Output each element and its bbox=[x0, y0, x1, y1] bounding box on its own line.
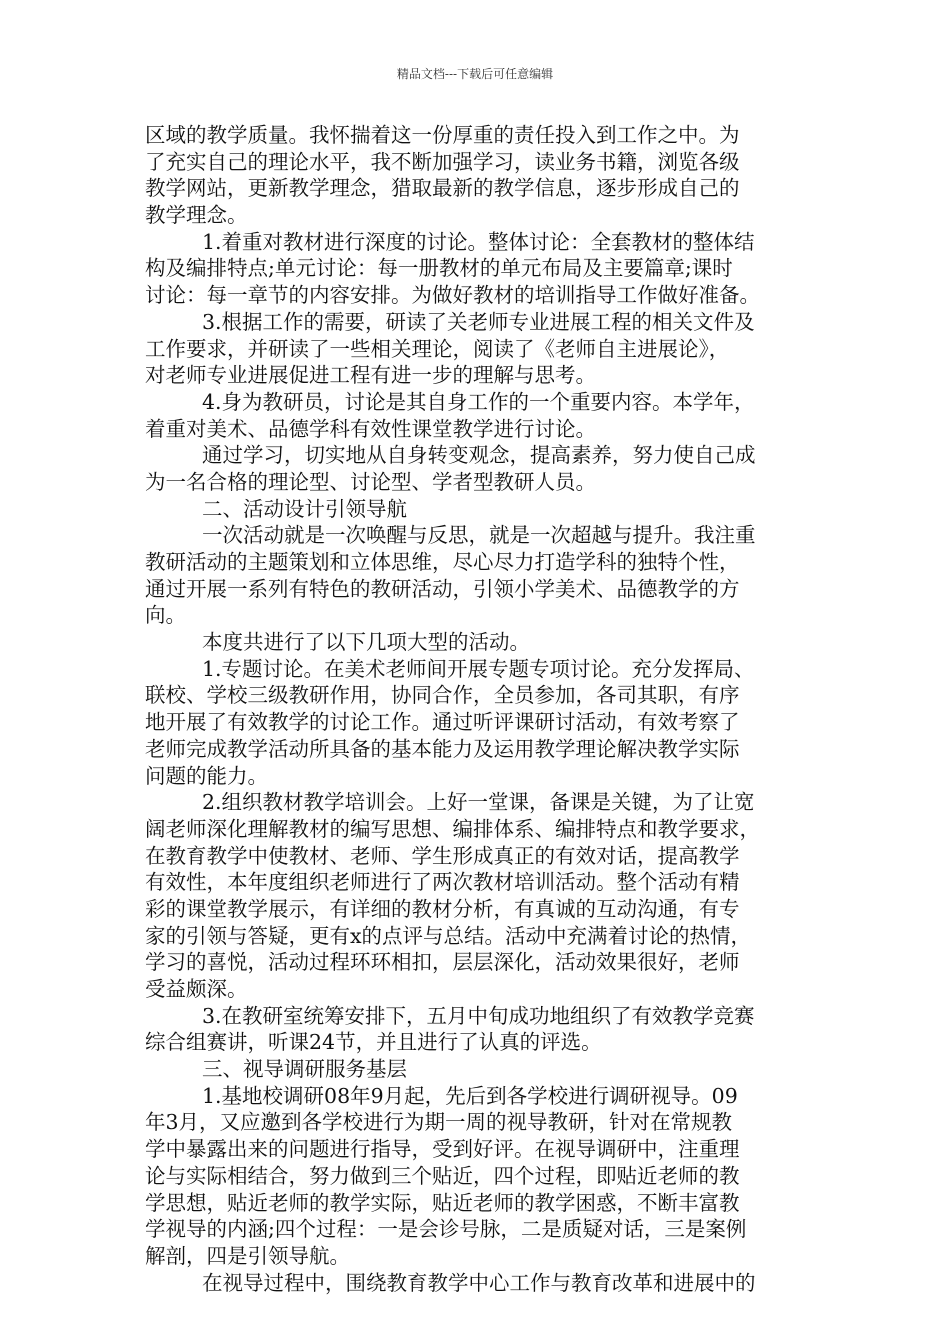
text-line: 着重对美术、品德学科有效性课堂教学进行讨论。 bbox=[145, 416, 596, 441]
text-line: 年3月，又应邀到各学校进行为期一周的视导教研，针对在常规教 bbox=[145, 1110, 733, 1135]
text-line: 在教育教学中使教材、老师、学生形成真正的有效对话，提高教学 bbox=[145, 843, 740, 868]
text-line: 在视导过程中，围绕教育教学中心工作与教育改革和进展中的 bbox=[202, 1270, 756, 1295]
text-line: 对老师专业进展促进工程有进一步的理解与思考。 bbox=[145, 363, 596, 388]
text-line: 老师完成教学活动所具备的基本能力及运用教学理论解决教学实际 bbox=[145, 736, 740, 761]
text-line: 构及编排特点;单元讨论：每一册教材的单元布局及主要篇章;课时 bbox=[145, 256, 733, 281]
text-line: 受益颇深。 bbox=[145, 977, 248, 1001]
text-line: 了充实自己的理论水平，我不断加强学习，读业务书籍，浏览各级 bbox=[145, 149, 740, 174]
text-line: 教研活动的主题策划和立体思维，尽心尽力打造学科的独特个性， bbox=[145, 550, 740, 574]
text-line: 阔老师深化理解教材的编写思想、编排体系、编排特点和教学要求， bbox=[145, 816, 760, 841]
text-line: 二、活动设计引领导航 bbox=[202, 496, 407, 521]
text-line: 学习的喜悦，活动过程环环相扣，层层深化，活动效果很好，老师 bbox=[145, 950, 740, 975]
text-line: 1.基地校调研08年9月起，先后到各学校进行调研视导。09 bbox=[202, 1083, 738, 1108]
text-line: 教学网站，更新教学理念，猎取最新的教学信息，逐步形成自己的 bbox=[145, 176, 740, 201]
text-line: 通过学习，切实地从自身转变观念，提高素养，努力使自己成 bbox=[202, 443, 756, 468]
text-line: 家的引领与答疑，更有x的点评与总结。活动中充满着讨论的热情， bbox=[145, 923, 752, 948]
text-line: 1.专题讨论。在美术老师间开展专题专项讨论。充分发挥局、 bbox=[202, 656, 755, 681]
text-line: 向。 bbox=[145, 603, 186, 628]
text-line: 地开展了有效教学的讨论工作。通过听评课研讨活动，有效考察了 bbox=[145, 710, 740, 735]
text-line: 有效性，本年度组织老师进行了两次教材培训活动。整个活动有精 bbox=[145, 870, 740, 895]
text-line: 区域的教学质量。我怀揣着这一份厚重的责任投入到工作之中。为 bbox=[145, 123, 740, 147]
text-line: 学思想，贴近老师的教学实际，贴近老师的教学困惑，不断丰富教 bbox=[145, 1190, 740, 1215]
text-line: 工作要求，并研读了一些相关理论，阅读了《老师自主进展论》， bbox=[145, 336, 730, 361]
text-line: 通过开展一系列有特色的教研活动，引领小学美术、品德教学的方 bbox=[145, 576, 740, 601]
text-line: 学中暴露出来的问题进行指导，受到好评。在视导调研中，注重理 bbox=[145, 1137, 740, 1162]
text-line: 为一名合格的理论型、讨论型、学者型教研人员。 bbox=[145, 469, 596, 494]
text-line: 教学理念。 bbox=[145, 203, 248, 228]
text-line: 论与实际相结合，努力做到三个贴近，四个过程，即贴近老师的教 bbox=[145, 1163, 740, 1188]
text-line: 学视导的内涵;四个过程：一是会诊号脉，二是质疑对话，三是案例 bbox=[145, 1217, 747, 1242]
text-line: 3.在教研室统筹安排下，五月中旬成功地组织了有效教学竞赛 bbox=[202, 1003, 755, 1028]
text-line: 联校、学校三级教研作用，协同合作，全员参加，各司其职，有序 bbox=[145, 683, 740, 708]
page-header: 精品文档---下载后可任意编辑 bbox=[396, 67, 554, 81]
text-line: 综合组赛讲，听课24节，并且进行了认真的评选。 bbox=[145, 1030, 602, 1055]
text-line: 彩的课堂教学展示，有详细的教材分析，有真诚的互动沟通，有专 bbox=[145, 896, 740, 921]
text-line: 一次活动就是一次唤醒与反思，就是一次超越与提升。我注重 bbox=[202, 523, 756, 548]
text-line: 2.组织教材教学培训会。上好一堂课，备课是关键，为了让宽 bbox=[202, 790, 755, 815]
text-line: 讨论：每一章节的内容安排。为做好教材的培训指导工作做好准备。 bbox=[145, 283, 760, 308]
text-line: 4.身为教研员，讨论是其自身工作的一个重要内容。本学年， bbox=[202, 389, 755, 414]
text-line: 1.着重对教材进行深度的讨论。整体讨论：全套教材的整体结 bbox=[202, 229, 755, 254]
text-line: 解剖，四是引领导航。 bbox=[145, 1243, 350, 1268]
document-body bbox=[145, 122, 813, 1296]
text-line: 问题的能力。 bbox=[145, 763, 268, 788]
text-line: 3.根据工作的需要，研读了关老师专业进展工程的相关文件及 bbox=[202, 309, 755, 334]
text-line: 三、视导调研服务基层 bbox=[202, 1057, 407, 1082]
text-line: 本度共进行了以下几项大型的活动。 bbox=[202, 630, 530, 655]
